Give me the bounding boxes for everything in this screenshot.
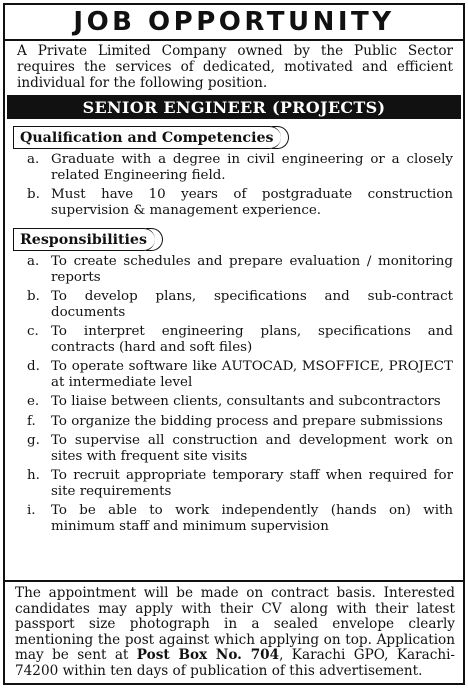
job-advertisement (3, 3, 465, 685)
list-item-text: To recruit appropriate temporary staff when required for site requirements (51, 468, 453, 499)
list-item (27, 254, 453, 285)
qualifications-heading: Qualification and Competencies (13, 126, 281, 149)
list-item-marker: b. (27, 187, 40, 202)
list-item-text: To liaise between clients, consultants and subcontractors (51, 394, 441, 409)
list-item-marker: c. (27, 324, 39, 339)
list-item (27, 433, 453, 464)
list-item (27, 324, 453, 355)
list-item-marker: i. (27, 503, 36, 518)
list-item-marker: a. (27, 152, 40, 167)
list-item-text: To be able to work independently (hands on) with minimum staff and minimum supervision (51, 503, 453, 534)
intro-paragraph: A Private Limited Company owned by the Public Sector requires the services of dedicated, motivated and efficient individual for the following position. (17, 43, 453, 91)
list-item (27, 414, 453, 430)
post-box-number: Post Box No. 704 (136, 647, 280, 664)
responsibilities-heading: Responsibilities (13, 228, 155, 251)
list-item-text: To interpret engineering plans, specifications and contracts (hard and soft files) (51, 324, 453, 355)
list-item-text: To supervise all construction and development work on sites with frequent site visits (51, 433, 453, 464)
application-instructions (5, 580, 463, 683)
ad-title: JOB OPPORTUNITY (5, 5, 463, 41)
list-item-marker: b. (27, 289, 40, 304)
qualifications-list (5, 149, 463, 218)
list-item-text: To develop plans, specifications and sub-contract documents (51, 289, 453, 320)
list-item (27, 152, 453, 183)
list-item-marker: f. (27, 413, 36, 429)
position-title: SENIOR ENGINEER (PROJECTS) (7, 95, 461, 119)
footer-text-before: The appointment will be made on contract basis. Interested candidates may apply with their CV along with their latest passport size photograph in a sealed envelope clearly mentioning the post against which applying on top. Application may be sent at (15, 585, 455, 664)
list-item-text: Must have 10 years of postgraduate construction supervision & management experience. (51, 187, 453, 218)
list-item-marker: a. (27, 254, 40, 269)
responsibilities-list (5, 251, 463, 534)
list-item (27, 289, 453, 320)
list-item-text: To organize the bidding process and prepare submissions (51, 413, 443, 429)
list-item-marker: g. (27, 433, 40, 448)
list-item-text: To create schedules and prepare evaluation / monitoring reports (51, 254, 453, 285)
list-item-marker: e. (27, 394, 40, 409)
list-item (27, 468, 453, 499)
list-item-text: To operate software like AUTOCAD, MSOFFICE, PROJECT at intermediate level (51, 359, 453, 390)
list-item-text: Graduate with a degree in civil engineering or a closely related Engineering field. (51, 152, 453, 183)
footer-text-after: , Karachi GPO, Karachi-74200 within ten days of publication of this advertisement. (15, 647, 456, 679)
list-item (27, 187, 453, 218)
list-item-marker: h. (27, 468, 40, 483)
list-item (27, 503, 453, 534)
list-item (27, 359, 453, 390)
list-item (27, 394, 453, 410)
list-item-marker: d. (27, 359, 40, 374)
